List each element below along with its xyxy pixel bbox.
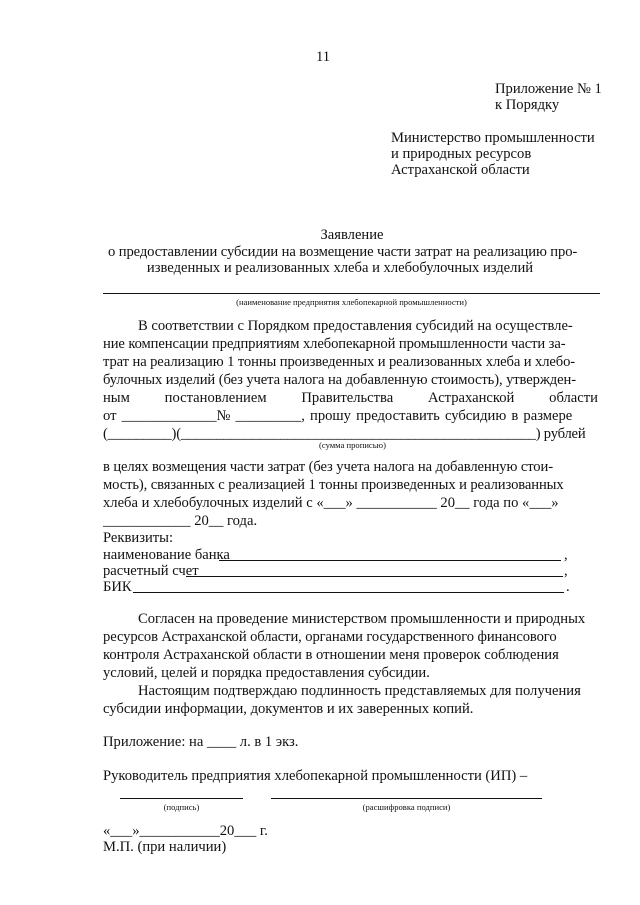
account-end: ,	[564, 563, 568, 579]
word: Астраханской	[428, 390, 515, 406]
consent-line-2: ресурсов Астраханской области, органами государственного финансового	[103, 629, 557, 645]
signature-decode-line	[271, 798, 542, 799]
bank-name-label: наименование банка	[103, 547, 230, 563]
paragraph1-line-6: от _____________№ _________, прошу предоставить субсидию в размере	[103, 408, 573, 424]
paragraph1-line-1: В соответствии с Порядком предоставления субсидий на осуществле-	[138, 318, 573, 334]
bank-name-line	[219, 560, 561, 561]
bank-name-end: ,	[564, 547, 568, 563]
word: ным	[103, 390, 130, 406]
addressee-line-2: и природных ресурсов	[391, 146, 532, 162]
appendix-line-2: к Порядку	[495, 97, 560, 113]
bik-label: БИК	[103, 579, 132, 595]
enterprise-name-caption: (наименование предприятия хлебопекарной промышленности)	[236, 297, 467, 307]
stamp-line: М.П. (при наличии)	[103, 839, 227, 855]
paragraph2-line-4: ____________ 20__ года.	[103, 513, 258, 529]
addressee-line-1: Министерство промышленности	[391, 130, 595, 146]
word: области	[549, 390, 598, 406]
addressee-line-3: Астраханской области	[391, 162, 530, 178]
paragraph2-line-2: мость), связанных с реализацией 1 тонны произведенных и реализованных	[103, 477, 564, 493]
sum-in-words-caption: (сумма прописью)	[319, 440, 386, 450]
paragraph1-line-7: (_________)(__________________________________________________) рублей	[103, 426, 586, 442]
document-subtitle-line-1: о предоставлении субсидии на возмещение части затрат на реализацию про-	[108, 244, 578, 260]
word: Правительства	[301, 390, 394, 406]
consent-line-1: Согласен на проведение министерством промышленности и природных	[138, 611, 586, 627]
bik-end: .	[566, 579, 570, 595]
consent-line-3: контроля Астраханской области в отношении меня проверок соблюдения	[103, 647, 559, 663]
date-line: «___»___________20___ г.	[103, 823, 268, 839]
word: постановлением	[164, 390, 267, 406]
account-line	[186, 576, 563, 577]
head-signature-line: Руководитель предприятия хлебопекарной промышленности (ИП) –	[103, 768, 528, 784]
consent-line-4: условий, целей и порядка предоставления субсидии.	[103, 665, 430, 681]
paragraph1-line-4: булочных изделий (без учета налога на добавленную стоимость), утвержден-	[103, 372, 576, 388]
paragraph1-line-5	[103, 390, 598, 407]
confirm-line-1: Настоящим подтверждаю подлинность представляемых для получения	[138, 683, 581, 699]
requisites-heading: Реквизиты:	[103, 530, 174, 546]
appendix-line-1: Приложение № 1	[495, 81, 602, 97]
signature-caption: (подпись)	[163, 802, 200, 812]
page-number: 11	[316, 49, 331, 65]
document-title: Заявление	[320, 227, 384, 243]
paragraph1-line-3: трат на реализацию 1 тонны произведенных и реализованных хлеба и хлебо-	[103, 354, 576, 370]
paragraph2-line-3: хлеба и хлебобулочных изделий с «___» ___________ 20__ года по «___»	[103, 495, 559, 511]
signature-decode-caption: (расшифровка подписи)	[362, 802, 451, 812]
bik-line	[133, 592, 564, 593]
paragraph2-line-1: в целях возмещения части затрат (без учета налога на добавленную стои-	[103, 459, 553, 475]
enterprise-name-line	[103, 293, 600, 294]
document-subtitle-line-2: изведенных и реализованных хлеба и хлебобулочных изделий	[146, 260, 534, 276]
account-label: расчетный счет	[103, 563, 199, 579]
attachment-line: Приложение: на ____ л. в 1 экз.	[103, 734, 299, 750]
paragraph1-line-2: ние компенсации предприятиям хлебопекарной промышленности части за-	[103, 336, 566, 352]
signature-line	[120, 798, 243, 799]
confirm-line-2: субсидии информации, документов и их заверенных копий.	[103, 701, 474, 717]
